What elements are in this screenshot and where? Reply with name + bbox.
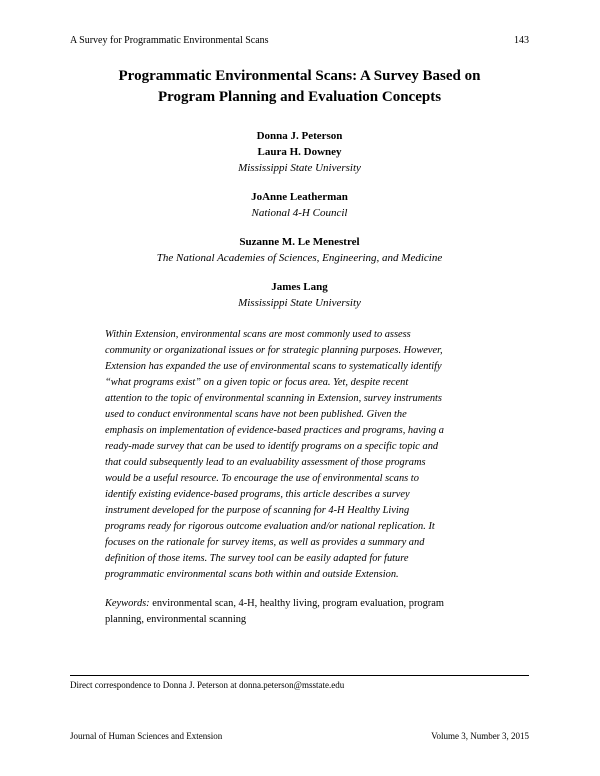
running-header xyxy=(70,35,529,46)
author-group xyxy=(70,279,529,311)
abstract-line: programs ready for rigorous outcome evaluation and/or national replication. It xyxy=(105,521,435,532)
abstract-line: Extension has expanded the use of environmental scans to systematically identify xyxy=(105,361,442,372)
footnote-divider xyxy=(70,675,529,676)
keywords-line xyxy=(105,596,497,612)
running-title: A Survey for Programmatic Environmental Scans xyxy=(70,35,269,46)
keywords-text: planning, environmental scanning xyxy=(105,614,247,625)
abstract-line: used to conduct environmental scans have not been published. Given the xyxy=(105,409,407,420)
abstract-line: focuses on the rationale for survey items, as well as provides a summary and xyxy=(105,537,425,548)
title-line: Program Planning and Evaluation Concepts xyxy=(157,89,442,105)
abstract-line: that could subsequently lead to an evaluability assessment of those programs xyxy=(105,457,426,468)
abstract xyxy=(105,327,497,583)
abstract-line: “what programs exist” on a given topic or focus area. Yet, despite recent xyxy=(105,377,409,388)
abstract-line: community or organizational issues or for strategic planning purposes. However, xyxy=(105,345,443,356)
keywords-label: Keywords: xyxy=(105,598,150,609)
abstract-line: ready-made survey that can be used to identify programs on a specific topic and xyxy=(105,441,439,452)
abstract-line: would be a useful resource. To encourage the use of environmental scans to xyxy=(105,473,419,484)
author-name: JoAnne Leatherman xyxy=(251,191,348,203)
page-number: 143 xyxy=(514,35,529,46)
abstract-line: programmatic environmental scans both within and outside Extension. xyxy=(105,569,399,580)
volume-info: Volume 3, Number 3, 2015 xyxy=(431,731,529,741)
author-name: James Lang xyxy=(271,281,328,293)
author-name: Suzanne M. Le Menestrel xyxy=(239,236,360,248)
keywords xyxy=(105,596,497,628)
abstract-line: definition of those items. The survey tool can be easily adapted for future xyxy=(105,553,409,564)
title-line: Programmatic Environmental Scans: A Survey Based on xyxy=(118,68,481,84)
abstract-line: Within Extension, environmental scans are most commonly used to assess xyxy=(105,329,411,340)
author-name: Donna J. Peterson xyxy=(256,130,343,142)
author-name: Laura H. Downey xyxy=(257,146,342,158)
keywords-text: environmental scan, 4-H, healthy living, program evaluation, program xyxy=(149,598,444,609)
author-affiliation: National 4-H Council xyxy=(251,207,348,219)
author-affiliation: The National Academies of Sciences, Engineering, and Medicine xyxy=(156,252,443,264)
author-group xyxy=(70,128,529,176)
journal-name: Journal of Human Sciences and Extension xyxy=(70,731,223,741)
abstract-line: emphasis on implementation of evidence-based practices and programs, having a xyxy=(105,425,444,436)
article-title xyxy=(70,66,529,108)
page-footer xyxy=(70,731,529,741)
author-affiliation: Mississippi State University xyxy=(238,297,361,309)
correspondence-note: Direct correspondence to Donna J. Peterson at donna.peterson@msstate.edu xyxy=(70,680,345,690)
author-affiliation: Mississippi State University xyxy=(238,162,361,174)
author-group xyxy=(70,234,529,266)
abstract-line: instrument developed for the purpose of scanning for 4-H Healthy Living xyxy=(105,505,410,516)
author-group xyxy=(70,189,529,221)
abstract-line: identify existing evidence-based programs, this article describes a survey xyxy=(105,489,410,500)
abstract-line: attention to the topic of environmental scanning in Extension, survey instruments xyxy=(105,393,442,404)
author-list xyxy=(70,128,529,324)
